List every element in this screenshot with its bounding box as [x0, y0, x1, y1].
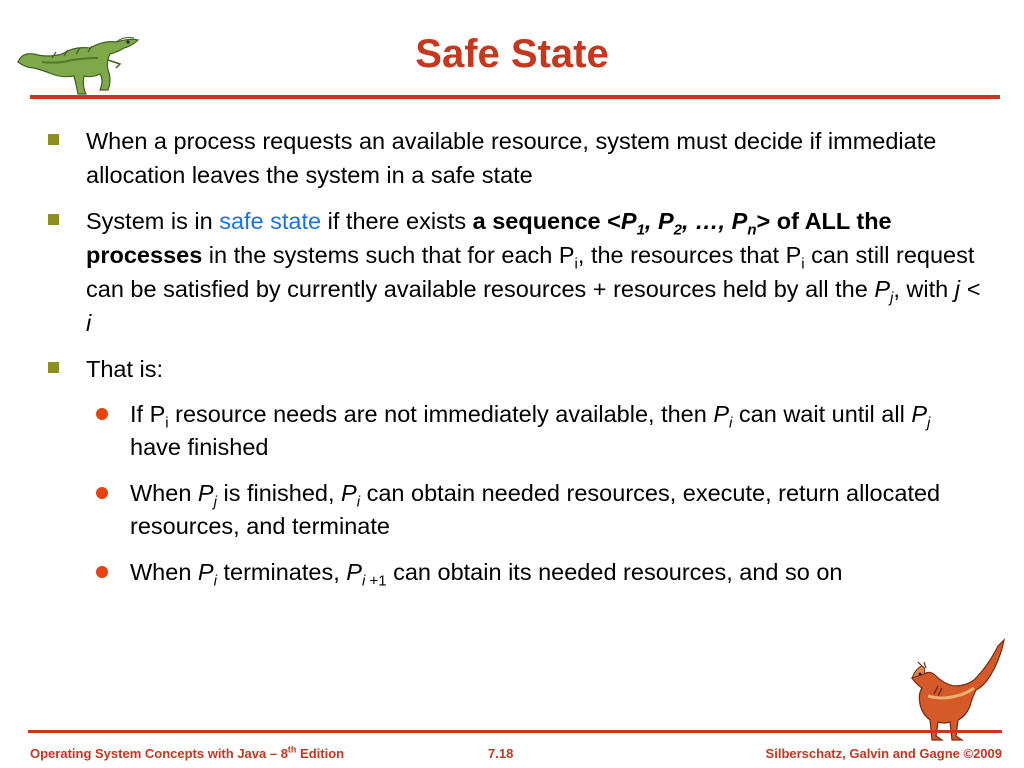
sub-bullet-text-part: When	[130, 480, 198, 506]
subscript: n	[747, 221, 757, 239]
sub-bullet-text-part: resource needs are not immediately available, then	[168, 401, 714, 427]
round-bullet-icon	[96, 487, 108, 499]
sub-bullet-text-part: can wait until all	[732, 401, 912, 427]
square-bullet-icon	[48, 214, 59, 225]
sub-bullet-text-part: can obtain needed resources, execute, return allocated resources, and terminate	[130, 480, 941, 539]
condition: j < i	[86, 276, 981, 336]
process-symbol: P	[346, 559, 362, 585]
title-divider	[30, 95, 1000, 99]
bullet-item	[46, 204, 986, 340]
separator: ,	[644, 208, 658, 234]
subscript: j	[927, 414, 931, 432]
sub-bullet-item	[46, 477, 986, 543]
process-symbol: P	[657, 208, 674, 234]
page-number: 7.18	[488, 746, 514, 761]
sub-bullet-text-part: If P	[130, 401, 166, 427]
footer-authors: Silberschatz, Galvin and Gagne ©2009	[765, 746, 1002, 761]
bullet-text-part: System is in	[86, 208, 220, 234]
sub-bullet-item	[46, 556, 986, 589]
process-symbol: P	[911, 401, 928, 427]
subscript: i	[574, 255, 578, 273]
footer-divider	[28, 730, 1002, 733]
bullet-text-part: in the systems such that for each P	[202, 242, 575, 268]
process-symbol: P	[197, 559, 214, 585]
round-bullet-icon	[96, 408, 108, 420]
subscript: j	[213, 493, 217, 511]
process-symbol: P	[620, 208, 637, 234]
subscript: 2	[673, 221, 682, 239]
process-symbol: P	[341, 480, 357, 506]
process-symbol: P	[713, 401, 730, 427]
bullet-text-part: if there exists	[321, 208, 473, 234]
sub-bullet-text-part: is finished,	[216, 480, 342, 506]
subscript: i	[213, 572, 217, 590]
subscript: i	[361, 572, 366, 590]
subscript: i	[165, 414, 169, 432]
round-bullet-icon	[96, 566, 108, 578]
slide-title: Safe State	[415, 32, 609, 76]
slide-content	[46, 124, 986, 602]
separator: >	[756, 208, 771, 234]
bullet-text-part: can still request can be satisfied by currently available resources + resources held by all the	[86, 242, 975, 302]
dinosaur-illustration-icon	[908, 636, 1010, 744]
footer-text: Edition	[296, 746, 345, 761]
square-bullet-icon	[48, 362, 59, 373]
bullet-text-part: , the resources that P	[577, 242, 802, 268]
sub-bullet-text-part: terminates,	[216, 559, 347, 585]
all-processes-label: of ALL the processes	[86, 208, 892, 268]
bullet-text: That is:	[86, 356, 164, 382]
process-symbol: P	[197, 480, 214, 506]
footer-book-title	[30, 746, 344, 762]
subscript: +1	[365, 572, 387, 590]
sequence-label: a sequence <	[472, 208, 621, 234]
sub-bullet-text-part: can obtain its needed resources, and so on	[386, 559, 843, 585]
subscript: i	[356, 493, 361, 511]
footer-text: Operating System Concepts with Java – 8	[30, 746, 288, 761]
superscript: th	[287, 744, 297, 755]
subscript: 1	[636, 221, 645, 239]
sub-bullet-text-part: When	[130, 559, 198, 585]
subscript: i	[801, 255, 805, 273]
subscript: j	[890, 289, 894, 307]
sub-bullet-item	[46, 398, 986, 464]
subscript: i	[729, 414, 733, 432]
process-symbol: P	[874, 276, 891, 302]
bullet-text: When a process requests an available resource, system must decide if immediate allocation leaves the system in a safe state	[86, 128, 937, 188]
square-bullet-icon	[48, 134, 59, 145]
bullet-text-part: , with	[893, 276, 955, 302]
safe-state-term: safe state	[219, 208, 322, 234]
separator: , …,	[682, 208, 732, 234]
bullet-item	[46, 124, 986, 192]
process-symbol: P	[731, 208, 748, 234]
bullet-item	[46, 352, 986, 386]
sub-bullet-text-part: have finished	[130, 434, 269, 460]
